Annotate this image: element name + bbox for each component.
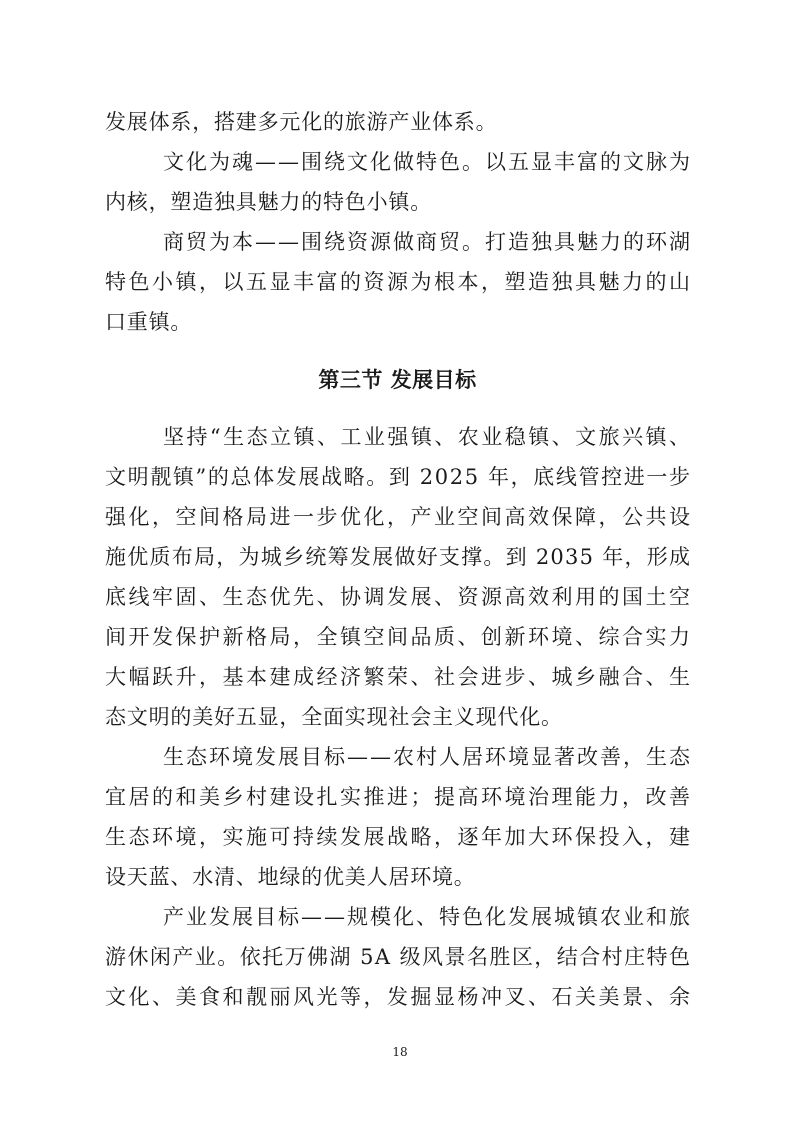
text-line-content: 大幅跃升，基本建成经济繁荣、社会进步、城乡融合、生 — [105, 665, 693, 689]
text-line — [105, 777, 693, 817]
text-line-content: 游休闲产业。依托万佛湖 5A 级风景名胜区，结合村庄特色 — [105, 945, 692, 969]
text-line — [105, 142, 690, 182]
text-line — [105, 697, 690, 737]
text-line — [105, 617, 693, 657]
text-line — [105, 537, 690, 577]
text-line — [105, 897, 690, 937]
body-text — [105, 102, 693, 1017]
paragraph — [105, 142, 690, 222]
page-number: 18 — [392, 1045, 408, 1059]
text-line — [105, 497, 693, 537]
text-line-content: 商贸为本——围绕资源做商贸。打造独具魅力的环湖 — [163, 230, 692, 254]
text-line-content: 文化、美食和靓丽风光等，发掘显杨冲叉、石关美景、余 — [105, 985, 693, 1009]
section-heading: 第三节 发展目标 — [318, 368, 477, 392]
text-line — [105, 182, 690, 222]
text-line-content: 施优质布局，为城乡统筹发展做好支撑。到 2035 年，形成 — [105, 545, 692, 569]
paragraph — [105, 897, 693, 1017]
paragraph — [105, 222, 693, 342]
paragraph — [105, 102, 690, 142]
text-line-content: 底线牢固、生态优先、协调发展、资源高效利用的国土空 — [105, 585, 693, 609]
text-line-content: 内核，塑造独具魅力的特色小镇。 — [105, 190, 432, 214]
text-line — [105, 457, 690, 497]
text-line — [105, 737, 690, 777]
text-line-content: 设天蓝、水清、地绿的优美人居环境。 — [105, 865, 476, 889]
text-line — [105, 857, 690, 897]
text-line — [105, 262, 693, 302]
text-line-content: 态文明的美好五显，全面实现社会主义现代化。 — [105, 705, 563, 729]
text-line-content: 强化，空间格局进一步优化，产业空间高效保障，公共设 — [105, 505, 693, 529]
text-line — [105, 937, 690, 977]
paragraph — [105, 417, 693, 737]
text-line — [105, 577, 693, 617]
text-line — [105, 417, 693, 457]
text-line-content: 发展体系，搭建多元化的旅游产业体系。 — [105, 110, 498, 134]
text-line-content: 生态环境，实施可持续发展战略，逐年加大环保投入，建 — [105, 825, 693, 849]
text-line-content: 坚持“生态立镇、工业强镇、农业稳镇、文旅兴镇、 — [163, 425, 693, 449]
text-line — [105, 102, 690, 142]
text-line — [105, 817, 693, 857]
text-line-content: 宜居的和美乡村建设扎实推进；提高环境治理能力，改善 — [105, 785, 693, 809]
paragraph — [105, 737, 693, 897]
text-line-content: 文化为魂——围绕文化做特色。以五显丰富的文脉为 — [163, 150, 692, 174]
text-line — [105, 977, 693, 1017]
text-line-content: 间开发保护新格局，全镇空间品质、创新环境、综合实力 — [105, 625, 693, 649]
text-line-content: 文明靓镇”的总体发展战略。到 2025 年，底线管控进一步 — [105, 465, 692, 489]
text-line-content: 生态环境发展目标——农村人居环境显著改善，生态 — [163, 745, 692, 769]
text-line-content: 产业发展目标——规模化、特色化发展城镇农业和旅 — [163, 905, 692, 929]
text-line — [105, 657, 693, 697]
text-line — [105, 222, 690, 262]
text-line-content: 口重镇。 — [105, 310, 193, 334]
text-line — [105, 302, 690, 342]
text-line-content: 特色小镇，以五显丰富的资源为根本，塑造独具魅力的山 — [105, 270, 693, 294]
